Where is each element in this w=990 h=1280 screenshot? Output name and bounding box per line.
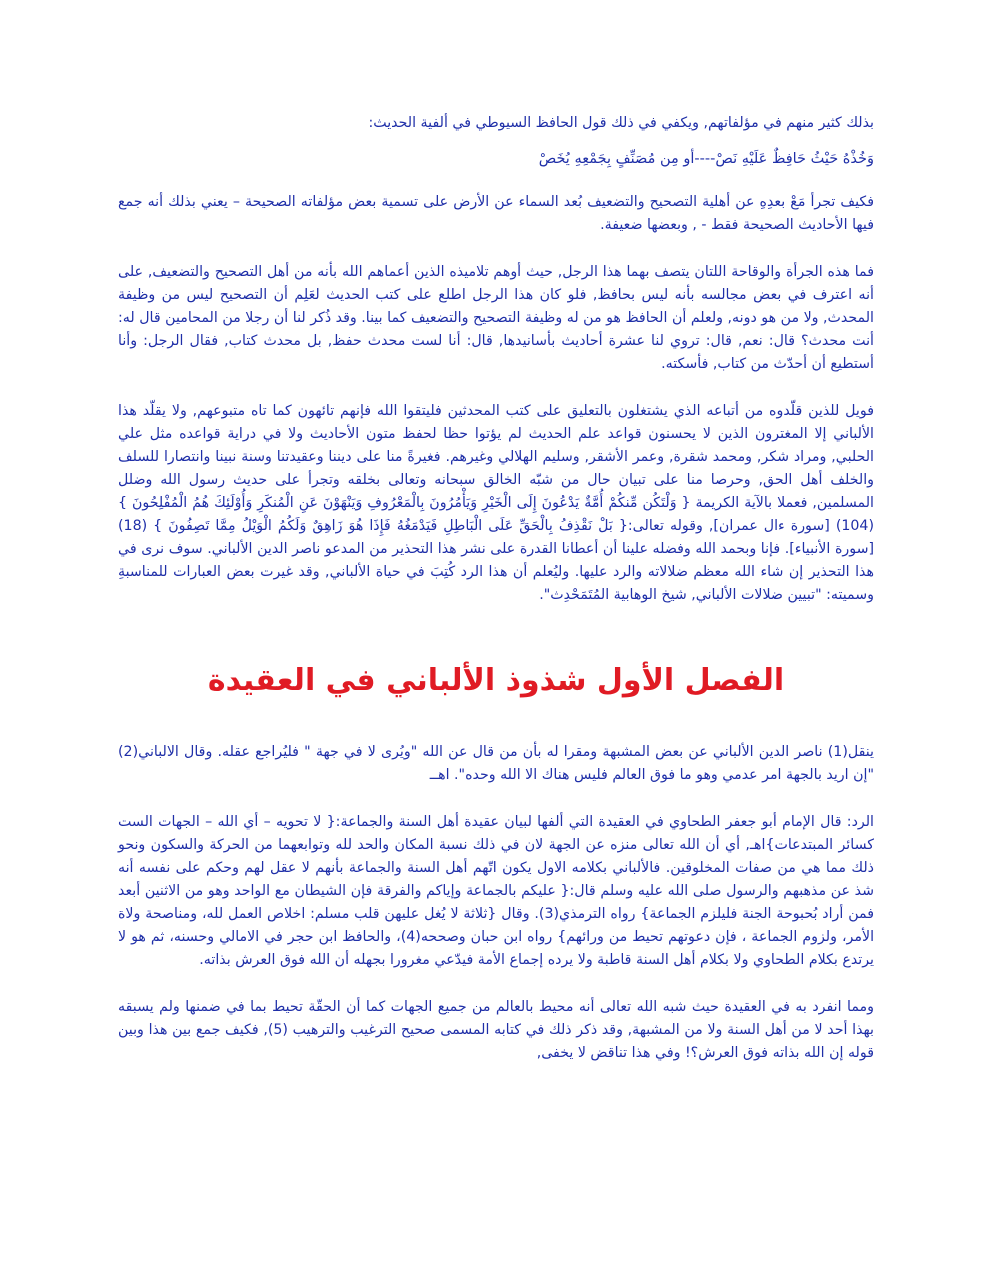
paragraph-audacity: فما هذه الجرأة والوقاحة اللتان يتصف بهما هذا الرجل, حيث أوهم تلاميذه الذين أعماهم الله بأنه من أهل التصحيح والتضعيف, على أنه اعترف في بعض مجالسه بأنه ليس بحافظ, فلو كان هذا الرجل اطلع على كتب الحديث لعَلِم أن التصحيح ليس من وظيفة المحدث, ولا من هو دونه, ولعلم أن الحافظ هو من له وظيفة التصحيح والتضعيف كما بينا. وقد ذُكر لنا أن رجلا من المحامين قال له: أنت محدث؟ قال: نعم, قال: تروي لنا عشرة أحاديث بأسانيدها, قال: أنا لست محدث حفظ, بل محدث كتاب, فقال الرجل: وأنا أستطيع أن أحدّث من كتاب, فأسكته. <box>118 264 874 372</box>
paragraph-quote: ينقل(1) ناصر الدين الألباني عن بعض المشبهة ومقرا له بأن من قال عن الله "ويُرى لا في جهة " فليُراجع عقله. وقال الالباني(2) "إن اريد بالجهة امر عدمي وهو ما فوق العالم فليس هناك الا الله وحده". اهــ <box>118 744 874 783</box>
paragraph-deviation: ومما انفرد به في العقيدة حيث شبه الله تعالى أنه محيط بالعالم من جميع الجهات كما أن الحقّة تحيط بما في ضمنها ولم يسبقه بهذا أحد لا من أهل السنة ولا من المشبهة, وقد ذكر ذلك في كتابه المسمى صحيح الترغيب والترهيب (5), فكيف جمع بين هذا وبين قوله إن الله بذاته فوق العرش؟! وفي هذا تناقض لا يخفى, <box>118 999 875 1061</box>
document-page <box>118 112 874 1065</box>
paragraph-warning: فويل للذين قلّدوه من أتباعه الذي يشتغلون بالتعليق على كتب المحدثين فليتقوا الله فإنهم تائهون كما تاه متبوعهم, ولا يقلّد هذا الألباني إلا المغترون الذين لا يحسنون قواعد علم الحديث لم يؤتوا حظا لحفظ متون الأحاديث ولا في دراية قواعده مثل علي الحلبي, ومراد شكر, ومحمد شقرة, وعمر الأشقر, وسليم الهلالي وغيرهم. فغيرةً منا على ديننا وعقيدتنا وسنة نبينا وانتصارا للسلف والخلف أهل الحق, وحرصا منا على تبيان حال من شبّه الخالق سبحانه وتعالى بخلقه وتجرأ على حديث رسول الله وضلل المسلمين, فعملا بالآية الكريمة { وَلْتَكُن مِّنكُمْ أُمَّةٌ يَدْعُونَ إِلَى الْخَيْرِ وَيَأْمُرُونَ بِالْمَعْرُوفِ وَيَنْهَوْنَ عَنِ الْمُنكَرِ وَأُوْلَئِكَ هُمُ الْمُفْلِحُونَ } (104) [سورة ءال عمران], وقوله تعالى:{ بَلْ نَقْذِفُ بِالْحَقِّ عَلَى الْبَاطِلِ فَيَدْمَغُهُ فَإِذَا هُوَ زَاهِقٌ وَلَكُمُ الْوَيْلُ مِمَّا تَصِفُونَ } (18) [سورة الأنبياء]. فإنا وبحمد الله وفضله علينا أن أعطانا القدرة على نشر هذا التحذير من المدعو ناصر الدين الألباني. سوف نرى في هذا التحذير إن شاء الله معظم ضلالاته والرد عليها. وليُعلم أن هذا الرد كُتِبَ في حياة الألباني, وقد غيرت بعض العبارات للمناسبةِ وسميته: "تبيين ضلالات الألباني, شيخ الوهابية المُتَمَحْدِث". <box>118 403 874 603</box>
paragraph-intro: بذلك كثير منهم في مؤلفاتهم, ويكفي في ذلك قول الحافظ السيوطي في ألفية الحديث: <box>368 115 874 131</box>
paragraph-response: الرد: قال الإمام أبو جعفر الطحاوي في العقيدة التي ألفها لبيان عقيدة أهل السنة والجماعة:{ لا تحويه – أي الله – الجهات الست كسائر المبتدعات}اهـ, أي أن الله تعالى منزه عن الجهة لان في ذلك نسبة المكان والحد لله وتوابعهما من الحركة والسكون ونحو ذلك مما هي من صفات المخلوقين. فالألباني بكلامه الاول يكون اتّهم أهل السنة والجماعة بأنهم لا عقل لهم وحكم على نفسه أنه شذ عن مذهبهم والرسول صلى الله عليه وسلم قال:{ عليكم بالجماعة وإياكم والفرقة فإن الشيطان مع الواحد وهو من الاثنين أبعد فمن أراد بُحبوحة الجنة فليلزم الجماعة} رواه الترمذي(3). وقال {ثلاثة لا يُغل عليهن قلب مسلم: اخلاص العمل لله، ومناصحة ولاة الأمر، ولزوم الجماعة ، فإن دعوتهم تحيط من ورائهم} رواه ابن حبان وصححه(4)، والحافظ ابن حجر في الامالي وحسنه، ثم هو لا يرتدع بكلام الطحاوي ولا بكلام أهل السنة قاطبة ولا يرده إجماع الأمة فيدّعي مغرورا بجهله أن الله فوق العرش بذاته. <box>118 814 875 968</box>
poem-verse: وَخُذْهُ حَيْثُ حَافِظٌ عَلَيْهِ نَصْ----أو مِن مُصَنِّفٍ بِجَمْعِهِ يُخَصْ <box>538 151 874 167</box>
paragraph-question: فكيف تجرأ مَعْ بعدِهِ عن أهلية التصحيح والتضعيف بُعد السماء عن الأرض على تسمية بعض مؤلفاته الصحيحة – يعني بذلك أنه جمع فيها الأحاديث الصحيحة فقط - , وبعضها ضعيفة. <box>118 194 874 233</box>
chapter-title: الفصل الأول شذوذ الألباني في العقيدة <box>207 663 785 698</box>
